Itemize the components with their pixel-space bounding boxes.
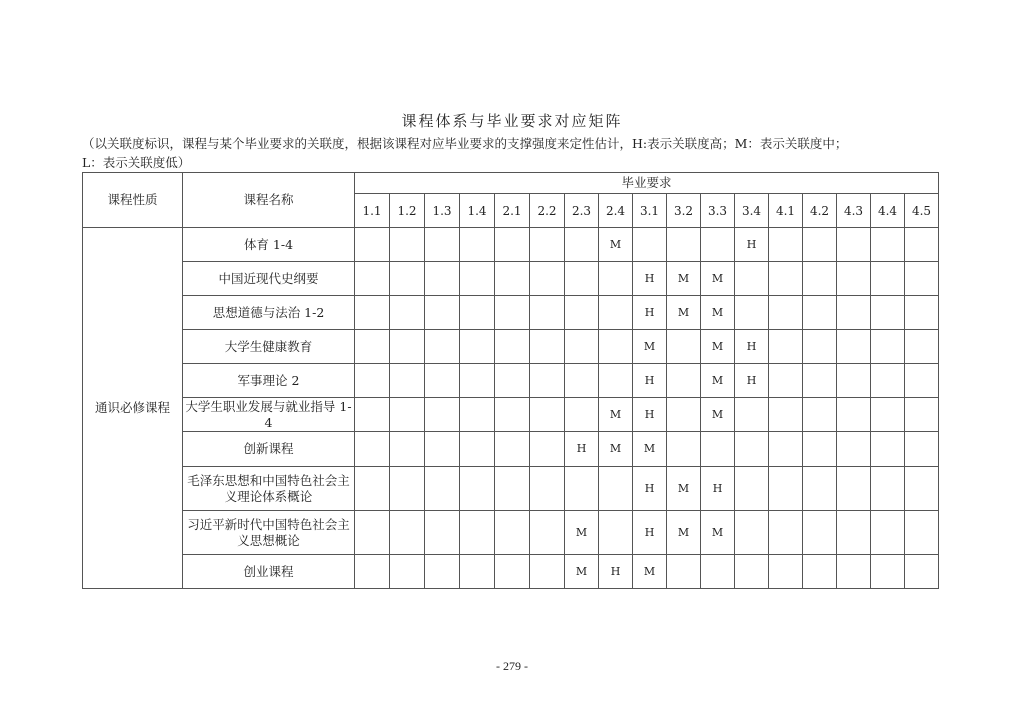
relevance-cell: [837, 432, 871, 467]
page-number: - 279 -: [496, 659, 528, 673]
relevance-cell: M: [701, 296, 735, 330]
course-name: 大学生健康教育: [183, 330, 355, 364]
relevance-cell: [837, 467, 871, 511]
relevance-cell: [871, 228, 905, 262]
relevance-cell: [390, 398, 425, 432]
requirement-code: 4.2: [803, 194, 837, 228]
relevance-cell: [460, 511, 495, 555]
relevance-cell: [460, 296, 495, 330]
relevance-cell: [530, 467, 565, 511]
relevance-cell: [837, 555, 871, 589]
relevance-cell: [769, 398, 803, 432]
relevance-cell: [495, 296, 530, 330]
table-row: [83, 511, 939, 555]
relevance-cell: H: [633, 296, 667, 330]
relevance-cell: [530, 511, 565, 555]
relevance-cell: [769, 228, 803, 262]
requirement-code: 1.1: [355, 194, 390, 228]
relevance-cell: [530, 228, 565, 262]
relevance-cell: [390, 262, 425, 296]
relevance-cell: [769, 555, 803, 589]
relevance-cell: [530, 296, 565, 330]
relevance-cell: [905, 296, 939, 330]
relevance-cell: [667, 398, 701, 432]
relevance-cell: [769, 296, 803, 330]
relevance-cell: [905, 228, 939, 262]
relevance-cell: M: [667, 511, 701, 555]
header-row: [83, 173, 939, 194]
relevance-cell: [495, 364, 530, 398]
relevance-cell: [871, 511, 905, 555]
relevance-cell: [425, 432, 460, 467]
relevance-cell: [355, 296, 390, 330]
relevance-cell: [390, 228, 425, 262]
relevance-cell: M: [701, 262, 735, 296]
relevance-cell: [460, 330, 495, 364]
requirement-code: 4.3: [837, 194, 871, 228]
relevance-cell: [769, 432, 803, 467]
relevance-cell: [355, 262, 390, 296]
relevance-cell: H: [633, 467, 667, 511]
relevance-cell: M: [633, 432, 667, 467]
requirement-code: 3.2: [667, 194, 701, 228]
relevance-cell: [565, 330, 599, 364]
table-row: [83, 330, 939, 364]
relevance-cell: [871, 262, 905, 296]
relevance-cell: [599, 330, 633, 364]
relevance-cell: H: [701, 467, 735, 511]
course-name: 大学生职业发展与就业指导 1-4: [183, 398, 355, 432]
relevance-cell: [355, 511, 390, 555]
relevance-cell: [390, 296, 425, 330]
course-name: 创新课程: [183, 432, 355, 467]
relevance-cell: [837, 228, 871, 262]
relevance-cell: [495, 398, 530, 432]
relevance-cell: [803, 262, 837, 296]
relevance-cell: [905, 330, 939, 364]
table-row: [83, 432, 939, 467]
relevance-cell: [425, 364, 460, 398]
course-name: 毛泽东思想和中国特色社会主义理论体系概论: [183, 467, 355, 511]
relevance-cell: [355, 555, 390, 589]
relevance-cell: [565, 228, 599, 262]
requirement-code: 3.1: [633, 194, 667, 228]
relevance-cell: [355, 432, 390, 467]
relevance-cell: H: [633, 398, 667, 432]
requirement-code: 1.2: [390, 194, 425, 228]
relevance-cell: [425, 296, 460, 330]
requirement-code: 4.1: [769, 194, 803, 228]
relevance-cell: [460, 555, 495, 589]
relevance-cell: M: [565, 511, 599, 555]
relevance-cell: [667, 228, 701, 262]
relevance-cell: H: [735, 330, 769, 364]
relevance-cell: [871, 398, 905, 432]
relevance-cell: H: [735, 364, 769, 398]
relevance-cell: M: [667, 467, 701, 511]
relevance-cell: [667, 432, 701, 467]
relevance-cell: [803, 467, 837, 511]
relevance-cell: [425, 555, 460, 589]
relevance-cell: [565, 398, 599, 432]
relevance-cell: [425, 228, 460, 262]
course-name-header: 课程名称: [183, 173, 355, 228]
relevance-cell: [495, 467, 530, 511]
relevance-cell: [701, 228, 735, 262]
table-row: [83, 364, 939, 398]
relevance-cell: [425, 511, 460, 555]
relevance-cell: [701, 432, 735, 467]
requirement-code: 3.3: [701, 194, 735, 228]
relevance-cell: [701, 555, 735, 589]
relevance-cell: [871, 364, 905, 398]
relevance-cell: [530, 364, 565, 398]
relevance-cell: M: [599, 432, 633, 467]
relevance-cell: [425, 398, 460, 432]
course-name: 创业课程: [183, 555, 355, 589]
relevance-cell: M: [667, 296, 701, 330]
page-title: 课程体系与毕业要求对应矩阵: [401, 112, 623, 130]
course-nature-header: 课程性质: [83, 173, 183, 228]
relevance-cell: [565, 364, 599, 398]
relevance-cell: [565, 296, 599, 330]
relevance-cell: [599, 296, 633, 330]
relevance-cell: [837, 511, 871, 555]
requirement-code: 1.4: [460, 194, 495, 228]
relevance-cell: [495, 228, 530, 262]
relevance-cell: [735, 398, 769, 432]
relevance-cell: [871, 432, 905, 467]
relevance-cell: [425, 262, 460, 296]
course-name: 军事理论 2: [183, 364, 355, 398]
relevance-cell: [905, 398, 939, 432]
relevance-cell: M: [701, 330, 735, 364]
course-name: 习近平新时代中国特色社会主义思想概论: [183, 511, 355, 555]
relevance-cell: [803, 330, 837, 364]
requirements-header: 毕业要求: [355, 173, 939, 194]
relevance-cell: [355, 398, 390, 432]
relevance-cell: [871, 296, 905, 330]
relevance-cell: [599, 364, 633, 398]
requirement-code: 2.4: [599, 194, 633, 228]
relevance-cell: [355, 467, 390, 511]
relevance-cell: [565, 467, 599, 511]
course-name: 思想道德与法治 1-2: [183, 296, 355, 330]
relevance-cell: [769, 511, 803, 555]
relevance-cell: [769, 364, 803, 398]
relevance-cell: [460, 467, 495, 511]
relevance-cell: M: [565, 555, 599, 589]
table-row: [83, 398, 939, 432]
relevance-cell: [599, 467, 633, 511]
relevance-cell: [837, 296, 871, 330]
relevance-cell: [530, 432, 565, 467]
requirement-code: 4.4: [871, 194, 905, 228]
relevance-cell: [425, 330, 460, 364]
relevance-cell: [495, 511, 530, 555]
relevance-cell: [390, 467, 425, 511]
relevance-cell: H: [565, 432, 599, 467]
relevance-cell: [769, 330, 803, 364]
relevance-cell: [803, 432, 837, 467]
relevance-cell: [425, 467, 460, 511]
requirement-code: 2.2: [530, 194, 565, 228]
relevance-cell: [837, 398, 871, 432]
relevance-cell: [355, 228, 390, 262]
requirement-code: 1.3: [425, 194, 460, 228]
table-row: [83, 296, 939, 330]
requirement-code: 2.1: [495, 194, 530, 228]
course-category: 通识必修课程: [83, 228, 183, 589]
relevance-cell: H: [735, 228, 769, 262]
table-row: [83, 467, 939, 511]
relevance-cell: [803, 555, 837, 589]
requirement-code: 2.3: [565, 194, 599, 228]
relevance-cell: H: [599, 555, 633, 589]
relevance-cell: [495, 555, 530, 589]
relevance-cell: [905, 511, 939, 555]
relevance-cell: [460, 432, 495, 467]
requirement-code: 4.5: [905, 194, 939, 228]
relevance-cell: [390, 364, 425, 398]
course-name: 中国近现代史纲要: [183, 262, 355, 296]
relevance-cell: [905, 432, 939, 467]
table-row: [83, 555, 939, 589]
relevance-cell: [735, 432, 769, 467]
relevance-cell: [837, 364, 871, 398]
relevance-cell: [530, 398, 565, 432]
relevance-cell: M: [701, 511, 735, 555]
relevance-cell: M: [633, 330, 667, 364]
relevance-cell: [871, 467, 905, 511]
relevance-cell: [495, 262, 530, 296]
requirements-matrix-table: [82, 172, 939, 589]
relevance-cell: M: [599, 398, 633, 432]
relevance-cell: [460, 262, 495, 296]
relevance-cell: [803, 296, 837, 330]
relevance-cell: [390, 432, 425, 467]
requirement-code: 3.4: [735, 194, 769, 228]
relevance-cell: M: [667, 262, 701, 296]
relevance-cell: [355, 330, 390, 364]
relevance-cell: [633, 228, 667, 262]
relevance-cell: [905, 262, 939, 296]
relevance-cell: [735, 262, 769, 296]
relevance-cell: M: [633, 555, 667, 589]
relevance-cell: [530, 330, 565, 364]
relevance-cell: [530, 555, 565, 589]
relevance-cell: [769, 262, 803, 296]
relevance-cell: [460, 228, 495, 262]
relevance-cell: [735, 467, 769, 511]
relevance-cell: [905, 555, 939, 589]
relevance-cell: [803, 511, 837, 555]
relevance-cell: [460, 364, 495, 398]
relevance-cell: [803, 228, 837, 262]
relevance-cell: [667, 364, 701, 398]
relevance-cell: [769, 467, 803, 511]
table-caption: （以关联度标识，课程与某个毕业要求的关联度，根据该课程对应毕业要求的支撑强度来定性估计，H:表示关联度高；M：表示关联度中； L：表示关联度低）: [82, 136, 848, 170]
relevance-cell: H: [633, 262, 667, 296]
relevance-cell: [390, 511, 425, 555]
relevance-cell: [735, 296, 769, 330]
relevance-cell: [871, 330, 905, 364]
relevance-cell: [599, 511, 633, 555]
relevance-cell: [667, 555, 701, 589]
relevance-cell: H: [633, 511, 667, 555]
relevance-cell: [735, 555, 769, 589]
relevance-cell: [905, 364, 939, 398]
relevance-cell: [837, 262, 871, 296]
relevance-cell: [803, 398, 837, 432]
relevance-cell: [530, 262, 565, 296]
relevance-cell: [735, 511, 769, 555]
table-row: [83, 228, 939, 262]
relevance-cell: [667, 330, 701, 364]
relevance-cell: [871, 555, 905, 589]
relevance-cell: [565, 262, 599, 296]
relevance-cell: [599, 262, 633, 296]
relevance-cell: [460, 398, 495, 432]
relevance-cell: [390, 330, 425, 364]
relevance-cell: [495, 330, 530, 364]
relevance-cell: [495, 432, 530, 467]
relevance-cell: [905, 467, 939, 511]
relevance-cell: [803, 364, 837, 398]
table-row: [83, 262, 939, 296]
relevance-cell: H: [633, 364, 667, 398]
relevance-cell: [837, 330, 871, 364]
relevance-cell: M: [701, 398, 735, 432]
relevance-cell: [355, 364, 390, 398]
relevance-cell: M: [701, 364, 735, 398]
course-name: 体育 1-4: [183, 228, 355, 262]
relevance-cell: M: [599, 228, 633, 262]
relevance-cell: [390, 555, 425, 589]
